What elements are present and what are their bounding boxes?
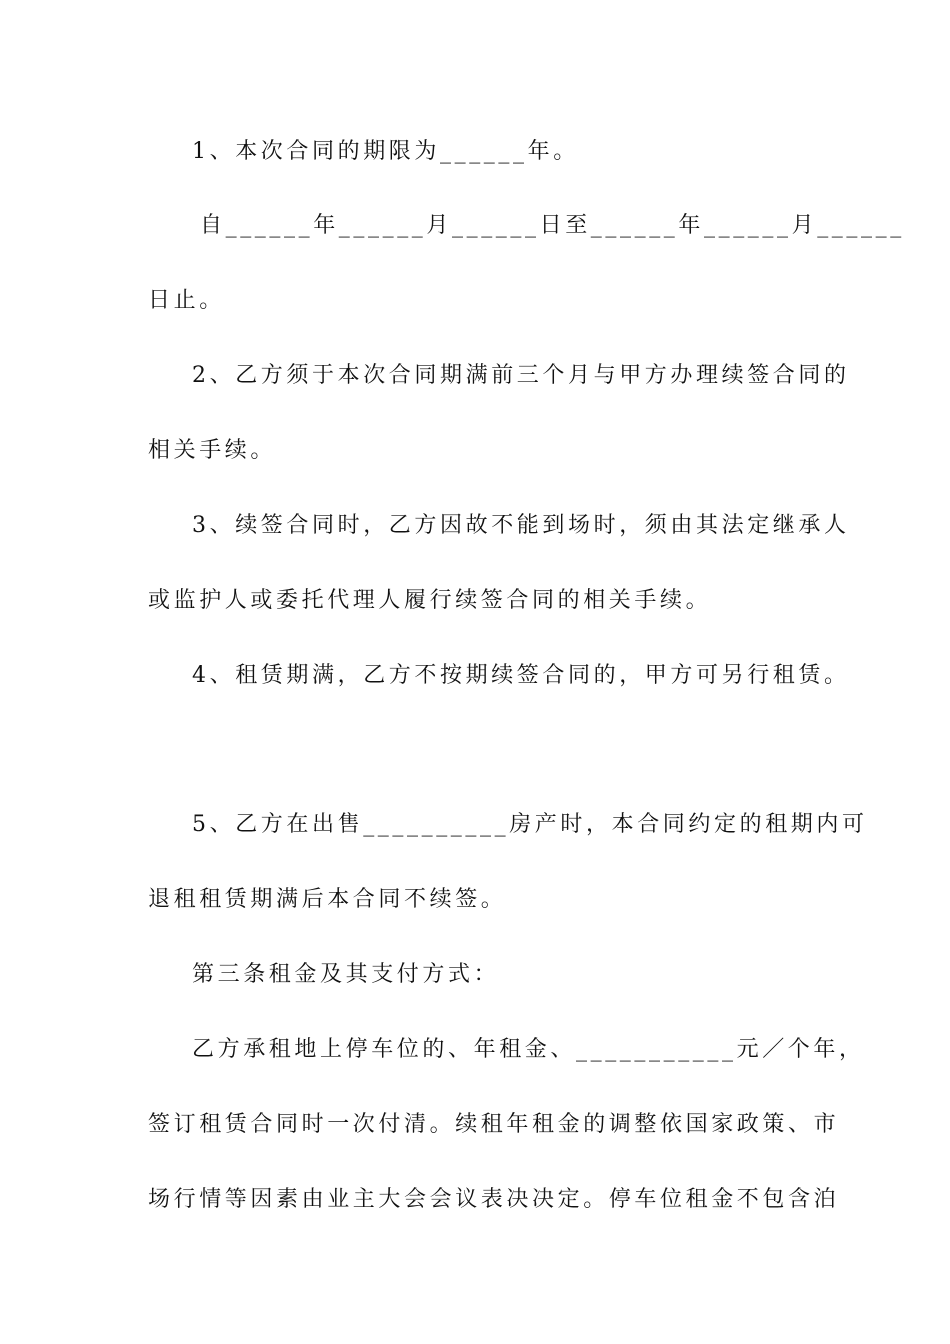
article-3-heading: 第三条租金及其支付方式： [192,962,500,987]
clause-2-line-1: 2、乙方须于本次合同期满前三个月与甲方办理续签合同的 [192,363,850,388]
clause-5-line-2: 退租租赁期满后本合同不续签。 [148,887,507,912]
clause-4: 4、租赁期满，乙方不按期续签合同的，甲方可另行租赁。 [192,663,850,688]
rent-paragraph-line-1: 乙方承租地上停车位的、年租金、___________元／个年， [192,1037,865,1062]
clause-3-line-2: 或监护人或委托代理人履行续签合同的相关手续。 [148,588,712,613]
rent-paragraph-line-3: 场行情等因素由业主大会会议表决决定。停车位租金不包含泊 [148,1187,840,1212]
clause-5-line-1: 5、乙方在出售__________房产时，本合同约定的租期内可 [192,812,868,837]
clause-1-date-range: 自______年______月______日至______年______月______ [200,213,905,238]
clause-3-line-1: 3、续签合同时，乙方因故不能到场时，须由其法定继承人 [192,513,850,538]
clause-2-line-2: 相关手续。 [148,438,277,463]
clause-1-term: 1、本次合同的期限为______年。 [192,139,579,164]
clause-1-date-end: 日止。 [148,288,225,313]
rent-paragraph-line-2: 签订租赁合同时一次付清。续租年租金的调整依国家政策、市 [148,1112,840,1137]
